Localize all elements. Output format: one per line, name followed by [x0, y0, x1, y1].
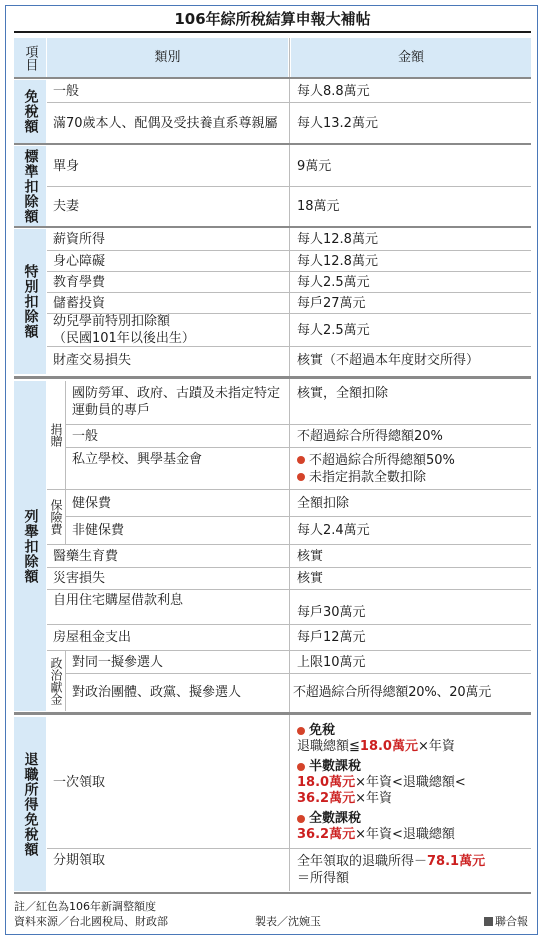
footer-source: 資料來源／台北國稅局、財政部 — [14, 915, 168, 928]
section-separator — [14, 77, 531, 79]
special-row-5-amount: 每人2.5萬元 — [291, 314, 531, 346]
section-separator — [14, 892, 531, 894]
row-line — [47, 292, 531, 293]
lump-half-title — [297, 759, 361, 775]
lump-half-line2 — [297, 791, 392, 807]
bullet-icon — [297, 763, 305, 771]
exempt-row-2-category: 滿70歲本人、配偶及受扶養直系尊親屬 — [47, 103, 288, 143]
square-icon — [484, 917, 493, 926]
special-row-2-amount: 每人12.8萬元 — [291, 251, 531, 271]
insurance-row-1-amount: 全額扣除 — [291, 490, 531, 516]
lump-full-a: ×年資<退職總額 — [355, 826, 455, 842]
installment-line2: ＝所得額 — [297, 871, 350, 886]
standard-row-1-amount: 9萬元 — [291, 146, 531, 186]
lump-half-a: ×年資<退職總額< — [355, 774, 466, 790]
row-line — [66, 673, 531, 674]
retirement-lump-category: 一次領取 — [47, 717, 288, 848]
donation-row-3-amount-line1 — [297, 452, 455, 469]
special-row-1-amount: 每人12.8萬元 — [291, 229, 531, 250]
itemized-other-row-1-amount: 核實 — [291, 545, 531, 567]
special-row-2-category: 身心障礙 — [47, 251, 288, 271]
lump-exempt-title — [297, 723, 335, 739]
standard-row-2-category: 夫妻 — [47, 187, 288, 226]
donation-row-2-amount: 不超過綜合所得總額20% — [291, 425, 531, 447]
lump-full-line — [297, 827, 455, 843]
section-separator — [14, 712, 531, 715]
retirement-installment-amount — [291, 849, 531, 891]
footer-brand — [484, 913, 528, 929]
lump-exempt-b: ×年資 — [417, 738, 455, 754]
donation-row-3-amount — [291, 448, 531, 489]
itemized-other-row-2-amount: 核實 — [291, 568, 531, 589]
lump-full-title — [297, 811, 361, 827]
section-label-retirement: 退職所得免稅額 — [14, 717, 46, 891]
section-label-standard: 標準扣除額 — [14, 146, 46, 226]
retirement-installment-category: 分期領取 — [47, 849, 288, 891]
bullet-icon — [297, 456, 305, 464]
row-line — [47, 250, 531, 251]
section-separator — [14, 376, 531, 379]
row-line — [47, 186, 531, 187]
bullet-icon — [297, 473, 305, 481]
row-line — [47, 346, 531, 347]
row-line — [47, 624, 531, 625]
itemized-other-row-2-category: 災害損失 — [47, 568, 288, 589]
special-row-6-category: 財產交易損失 — [47, 347, 288, 374]
special-row-6-amount: 核實（不超過本年度財交所得） — [291, 347, 531, 374]
header-amount: 金額 — [291, 38, 531, 77]
header-item: 項目 — [14, 38, 46, 77]
special-row-5-category-line1: 幼兒學前特別扣除額 — [53, 314, 171, 329]
political-row-1-category: 對同一擬參選人 — [66, 651, 288, 673]
row-line — [47, 567, 531, 568]
installment-line1 — [297, 853, 485, 870]
political-row-1-amount: 上限10萬元 — [291, 651, 531, 673]
standard-row-2-amount: 18萬元 — [291, 187, 531, 226]
lump-half-b: ×年資 — [355, 790, 392, 806]
lump-half-title-text: 半數課稅 — [309, 758, 362, 774]
lump-half-line1 — [297, 775, 466, 791]
bullet-icon — [297, 727, 305, 735]
row-line — [66, 516, 531, 517]
insurance-row-2-category: 非健保費 — [66, 517, 288, 544]
row-line — [66, 447, 531, 448]
sub-divider — [65, 381, 66, 544]
row-line — [47, 650, 531, 651]
lump-exempt-title-text: 免稅 — [309, 722, 336, 738]
donation-row-2-category: 一般 — [66, 425, 288, 447]
lump-full-red: 36.2萬元 — [297, 826, 356, 842]
special-row-1-category: 薪資所得 — [47, 229, 288, 250]
political-row-2-category: 對政治團體、政黨、擬參選人 — [66, 674, 288, 711]
special-row-4-category: 儲蓄投資 — [47, 293, 288, 313]
donation-row-3-amount-2: 未指定捐款全數扣除 — [309, 469, 427, 485]
retirement-lump-amount — [291, 717, 531, 848]
row-line — [47, 271, 531, 272]
lump-half-red1: 18.0萬元 — [297, 774, 356, 790]
row-line — [47, 544, 531, 545]
section-separator — [14, 226, 531, 228]
column-divider — [289, 38, 290, 891]
itemized-other-row-3-amount: 每戶30萬元 — [291, 590, 531, 624]
row-line — [66, 424, 531, 425]
special-row-4-amount: 每戶27萬元 — [291, 293, 531, 313]
header-category: 類別 — [47, 38, 288, 77]
section-label-special: 特別扣除額 — [14, 229, 46, 374]
exempt-row-2-amount: 每人13.2萬元 — [291, 103, 531, 143]
row-line — [47, 489, 531, 490]
footer-maker: 製表／沈婉玉 — [255, 915, 321, 928]
footer-note: 註／紅色為106年新調整額度 — [14, 900, 156, 913]
sub-divider — [65, 650, 66, 711]
itemized-other-row-4-category: 房屋租金支出 — [47, 625, 288, 650]
row-line — [47, 848, 531, 849]
row-line — [47, 313, 531, 314]
exempt-row-1-category: 一般 — [47, 80, 288, 102]
installment-line1-red: 78.1萬元 — [427, 854, 486, 869]
special-row-5-category-line2: （民國101年以後出生） — [53, 331, 195, 346]
donation-row-3-category: 私立學校、興學基金會 — [66, 448, 288, 489]
bullet-icon — [297, 815, 305, 823]
lump-exempt-line — [297, 739, 455, 755]
lump-full-title-text: 全數課稅 — [309, 810, 362, 826]
section-label-exempt: 免稅額 — [14, 80, 46, 143]
row-line — [47, 589, 531, 590]
donation-row-1-amount: 核實，全額扣除 — [291, 381, 531, 424]
row-line — [47, 102, 531, 103]
special-row-5-category — [47, 314, 288, 346]
section-separator — [14, 143, 531, 145]
itemized-other-row-1-category: 醫藥生育費 — [47, 545, 288, 567]
donation-row-3-amount-1: 不超過綜合所得總額50% — [309, 452, 455, 468]
exempt-row-1-amount: 每人8.8萬元 — [291, 80, 531, 102]
standard-row-1-category: 單身 — [47, 146, 288, 186]
installment-line1-a: 全年領取的退職所得－ — [297, 854, 428, 869]
special-row-3-amount: 每人2.5萬元 — [291, 272, 531, 292]
lump-half-red2: 36.2萬元 — [297, 790, 356, 806]
special-row-3-category: 教育學費 — [47, 272, 288, 292]
donation-label: 捐贈 — [47, 381, 65, 489]
itemized-other-row-4-amount: 每戶12萬元 — [291, 625, 531, 650]
donation-row-3-amount-line2 — [297, 469, 426, 486]
title-rule — [14, 31, 531, 33]
political-label: 政治獻金 — [47, 651, 65, 711]
section-label-itemized: 列舉扣除額 — [14, 381, 46, 711]
lump-exempt-red: 18.0萬元 — [359, 738, 418, 754]
itemized-other-row-3-category: 自用住宅購屋借款利息 — [47, 590, 288, 624]
political-row-2-amount: 不超過綜合所得總額20%、20萬元 — [291, 674, 531, 711]
insurance-row-1-category: 健保費 — [66, 490, 288, 516]
page-title: 106年綜所稅結算申報大補帖 — [174, 10, 371, 28]
donation-row-1-category: 國防勞軍、政府、古蹟及未指定特定運動員的專戶 — [66, 381, 288, 424]
insurance-label: 保險費 — [47, 490, 65, 544]
insurance-row-2-amount: 每人2.4萬元 — [291, 517, 531, 544]
footer-brand-text: 聯合報 — [495, 915, 528, 928]
lump-exempt-a: 退職總額≦ — [297, 738, 360, 754]
